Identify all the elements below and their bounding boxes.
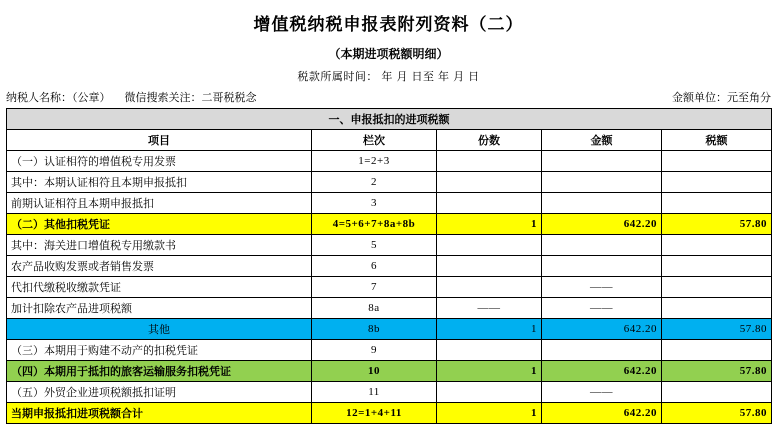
row-line-no: 7	[312, 277, 437, 298]
column-header-item: 项目	[7, 130, 312, 151]
row-count: 1	[437, 319, 542, 340]
row-item-label: 当期申报抵扣进项税额合计	[7, 403, 312, 424]
row-amount	[542, 172, 662, 193]
table-row	[7, 340, 772, 361]
row-line-no: 1=2+3	[312, 151, 437, 172]
row-tax: 57.80	[662, 403, 772, 424]
table-row	[7, 151, 772, 172]
row-line-no: 8a	[312, 298, 437, 319]
row-item-label: 前期认证相符且本期申报抵扣	[7, 193, 312, 214]
row-tax	[662, 277, 772, 298]
row-item-label: （四）本期用于抵扣的旅客运输服务扣税凭证	[7, 361, 312, 382]
row-item-label: （五）外贸企业进项税额抵扣证明	[7, 382, 312, 403]
vat-input-tax-table	[6, 108, 772, 424]
row-line-no: 11	[312, 382, 437, 403]
column-header-amount: 金额	[542, 130, 662, 151]
row-count: 1	[437, 214, 542, 235]
tax-period-line: 税款所属时间： 年 月 日至 年 月 日	[297, 71, 480, 83]
table-row	[7, 235, 772, 256]
row-item-label: 农产品收购发票或者销售发票	[7, 256, 312, 277]
row-tax	[662, 193, 772, 214]
table-row	[7, 361, 772, 382]
row-amount: ——	[542, 382, 662, 403]
row-count	[437, 151, 542, 172]
row-item-label: （二）其他扣税凭证	[7, 214, 312, 235]
table-row	[7, 382, 772, 403]
row-amount	[542, 193, 662, 214]
row-tax: 57.80	[662, 319, 772, 340]
section-title: 一、申报抵扣的进项税额	[7, 109, 772, 130]
row-amount: 642.20	[542, 214, 662, 235]
taxpayer-info-row	[6, 89, 771, 108]
row-count	[437, 235, 542, 256]
row-count: 1	[437, 403, 542, 424]
row-line-no: 5	[312, 235, 437, 256]
row-amount	[542, 256, 662, 277]
table-body	[7, 109, 772, 424]
row-item-label: （三）本期用于购建不动产的扣税凭证	[7, 340, 312, 361]
row-line-no: 8b	[312, 319, 437, 340]
table-row	[7, 319, 772, 340]
row-amount: 642.20	[542, 361, 662, 382]
page-subtitle: （本期进项税额明细）	[328, 47, 449, 61]
row-tax: 57.80	[662, 361, 772, 382]
column-header-count: 份数	[437, 130, 542, 151]
row-tax	[662, 382, 772, 403]
table-row	[7, 403, 772, 424]
row-count	[437, 193, 542, 214]
table-row	[7, 172, 772, 193]
section-header-row	[7, 109, 772, 130]
table-row	[7, 298, 772, 319]
table-row	[7, 277, 772, 298]
row-tax	[662, 340, 772, 361]
row-count	[437, 382, 542, 403]
row-amount: 642.20	[542, 403, 662, 424]
row-amount	[542, 340, 662, 361]
row-item-label: （一）认证相符的增值税专用发票	[7, 151, 312, 172]
row-tax	[662, 172, 772, 193]
row-amount	[542, 151, 662, 172]
row-amount: ——	[542, 298, 662, 319]
column-header-line-no: 栏次	[312, 130, 437, 151]
row-tax	[662, 151, 772, 172]
row-line-no: 3	[312, 193, 437, 214]
row-item-label: 代扣代缴税收缴款凭证	[7, 277, 312, 298]
row-line-no: 9	[312, 340, 437, 361]
row-tax	[662, 298, 772, 319]
row-tax: 57.80	[662, 214, 772, 235]
table-row	[7, 193, 772, 214]
row-item-label: 其中：海关进口增值税专用缴款书	[7, 235, 312, 256]
row-count: ——	[437, 298, 542, 319]
row-count	[437, 256, 542, 277]
table-row	[7, 214, 772, 235]
row-amount: 642.20	[542, 319, 662, 340]
row-count	[437, 277, 542, 298]
row-item-label: 其他	[7, 319, 312, 340]
row-item-label: 加计扣除农产品进项税额	[7, 298, 312, 319]
table-row	[7, 256, 772, 277]
row-line-no: 10	[312, 361, 437, 382]
page-title: 增值税纳税申报表附列资料（二）	[253, 15, 524, 34]
row-amount: ——	[542, 277, 662, 298]
row-line-no: 2	[312, 172, 437, 193]
row-amount	[542, 235, 662, 256]
column-header-row	[7, 130, 772, 151]
row-line-no: 6	[312, 256, 437, 277]
row-line-no: 12=1+4+11	[312, 403, 437, 424]
row-count	[437, 172, 542, 193]
row-line-no: 4=5+6+7+8a+8b	[312, 214, 437, 235]
row-item-label: 其中：本期认证相符且本期申报抵扣	[7, 172, 312, 193]
amount-unit-label: 金额单位：元至角分	[672, 92, 771, 104]
taxpayer-name-label: 纳税人名称：（公章）	[6, 92, 111, 104]
column-header-tax: 税额	[662, 130, 772, 151]
row-count	[437, 340, 542, 361]
watermark-note: 微信搜索关注：二哥税税念	[124, 92, 257, 104]
row-count: 1	[437, 361, 542, 382]
row-tax	[662, 235, 772, 256]
row-tax	[662, 256, 772, 277]
